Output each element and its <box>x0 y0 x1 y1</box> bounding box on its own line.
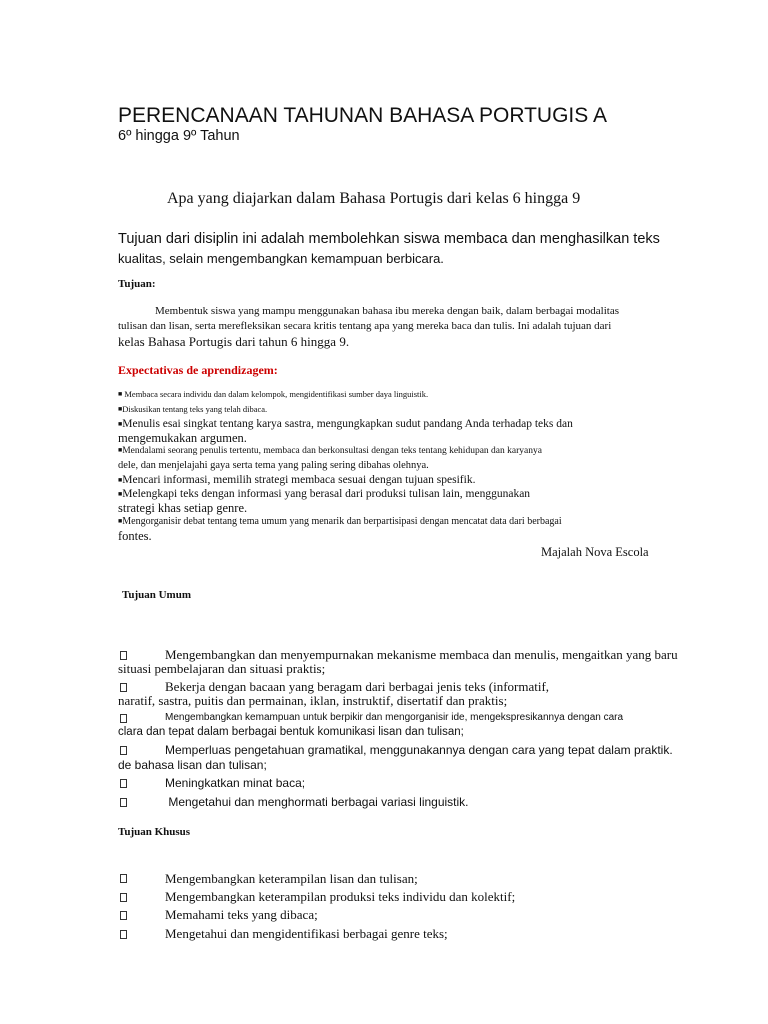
section-heading: Apa yang diajarkan dalam Bahasa Portugis dari kelas 6 hingga 9 <box>167 190 581 207</box>
tujuan-khusus-item-1: Mengembangkan keterampilan lisan dan tulisan; <box>165 871 418 886</box>
tujuan-umum-item-4-cont: de bahasa lisan dan tulisan; <box>118 758 267 772</box>
tujuan-umum-item-3: Mengembangkan kemampuan untuk berpikir dan mengorganisir ide, mengekspresikannya dengan cara <box>165 712 624 723</box>
expectativa-item-3: ■Menulis esai singkat tentang karya sastra, mengungkapkan sudut pandang Anda terhadap teks dan <box>118 418 573 430</box>
intro-line-2: kualitas, selain mengembangkan kemampuan berbicara. <box>118 251 444 266</box>
tujuan-umum-item-2: Bekerja dengan bacaan yang beragam dari berbagai jenis teks (informatif, <box>165 679 550 694</box>
tujuan-umum-item-1: Mengembangkan dan menyempurnakan mekanisme membaca dan menulis, mengaitkan yang baru <box>165 647 678 662</box>
expectativa-item-4-cont: dele, dan menjelajahi gaya serta tema yang paling sering dibahas olehnya. <box>118 460 429 471</box>
square-bullet-icon: ■ <box>118 420 123 428</box>
checkbox-icon <box>120 911 127 920</box>
intro-line-1: Tujuan dari disiplin ini adalah membolehkan siswa membaca dan menghasilkan teks <box>118 231 660 247</box>
tujuan-line-2: tulisan dan lisan, serta merefleksikan secara kritis tentang apa yang mereka baca dan tulis. Ini adalah tujuan dari <box>118 320 612 332</box>
page-subtitle: 6º hingga 9º Tahun <box>118 128 240 144</box>
tujuan-khusus-item-2: Mengembangkan keterampilan produksi teks individu dan kolektif; <box>165 889 516 904</box>
tujuan-khusus-heading: Tujuan Khusus <box>118 826 191 838</box>
expectativa-item-6: ■Melengkapi teks dengan informasi yang berasal dari produksi tulisan lain, menggunakan <box>118 488 531 500</box>
source-attribution: Majalah Nova Escola <box>541 545 649 559</box>
tujuan-umum-item-2-cont: naratif, sastra, puitis dan permainan, iklan, instruktif, disertatif dan praktis; <box>118 693 508 708</box>
expectativa-item-7-cont: fontes. <box>118 529 152 543</box>
expectativa-item-3-cont: mengemukakan argumen. <box>118 431 247 445</box>
tujuan-khusus-item-3: Memahami teks yang dibaca; <box>165 907 318 922</box>
checkbox-icon <box>120 651 127 660</box>
tujuan-umum-item-1-cont: situasi pembelajaran dan situasi praktis; <box>118 661 326 676</box>
expectativa-item-5: ■Mencari informasi, memilih strategi membaca sesuai dengan tujuan spesifik. <box>118 474 476 486</box>
tujuan-umum-item-3-cont: clara dan tepat dalam berbagai bentuk komunikasi lisan dan tulisan; <box>118 726 464 738</box>
tujuan-umum-heading: Tujuan Umum <box>122 589 191 601</box>
tujuan-umum-item-6: Mengetahui dan menghormati berbagai variasi linguistik. <box>165 795 469 809</box>
tujuan-umum-item-5: Meningkatkan minat baca; <box>165 776 306 790</box>
tujuan-heading: Tujuan: <box>118 278 156 290</box>
square-bullet-icon: ■ <box>118 390 123 398</box>
checkbox-icon <box>120 683 127 692</box>
expectativas-heading: Expectativas de aprendizagem: <box>118 363 278 377</box>
tujuan-umum-item-4: Memperluas pengetahuan gramatikal, menggunakannya dengan cara yang tepat dalam praktik. <box>165 743 673 757</box>
checkbox-icon <box>120 893 127 902</box>
checkbox-icon <box>120 779 127 788</box>
square-bullet-icon: ■ <box>118 405 123 413</box>
expectativa-item-4: ■Mendalami seorang penulis tertentu, membaca dan berkonsultasi dengan teks tentang kehidupan dan karyanya <box>118 446 542 456</box>
checkbox-icon <box>120 798 127 807</box>
square-bullet-icon: ■ <box>118 446 123 454</box>
expectativa-item-6-cont: strategi khas setiap genre. <box>118 501 248 515</box>
expectativa-item-1: ■ Membaca secara individu dan dalam kelompok, mengidentifikasi sumber daya linguistik. <box>118 389 429 399</box>
checkbox-icon <box>120 714 127 723</box>
square-bullet-icon: ■ <box>118 490 123 498</box>
square-bullet-icon: ■ <box>118 517 123 525</box>
expectativa-item-2: ■Diskusikan tentang teks yang telah dibaca. <box>118 404 268 414</box>
checkbox-icon <box>120 874 127 883</box>
checkbox-icon <box>120 746 127 755</box>
page-title: PERENCANAAN TAHUNAN BAHASA PORTUGIS A <box>118 104 607 127</box>
expectativa-item-7: ■Mengorganisir debat tentang tema umum yang menarik dan berpartisipasi dengan mencatat data dari berbagai <box>118 516 562 527</box>
checkbox-icon <box>120 930 127 939</box>
tujuan-line-1: Membentuk siswa yang mampu menggunakan bahasa ibu mereka dengan baik, dalam berbagai modalitas <box>155 305 619 317</box>
square-bullet-icon: ■ <box>118 476 123 484</box>
tujuan-khusus-item-4: Mengetahui dan mengidentifikasi berbagai genre teks; <box>165 926 448 941</box>
tujuan-line-3: kelas Bahasa Portugis dari tahun 6 hingga 9. <box>118 334 350 349</box>
